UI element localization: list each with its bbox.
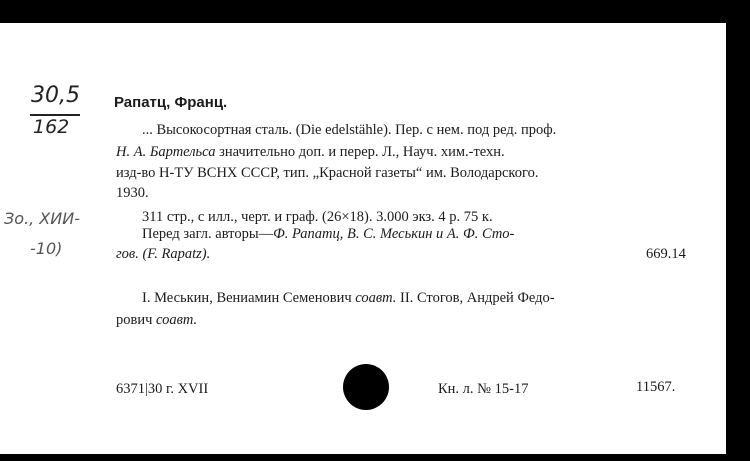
subject-line-1: [142, 289, 555, 307]
authors-names: Ф. Рапатц, В. С. Меськин и А. Ф. Сто-: [273, 226, 515, 242]
inventory-number: 6371|30 г. XVII: [116, 381, 209, 397]
title-line-2: [116, 143, 505, 161]
call-number-bottom: 162: [33, 116, 70, 138]
collation-line: 311 стр., с илл., черт. и граф. (26×18). 3.000 экз. 4 р. 75 к.: [142, 209, 493, 225]
book-chamber-number: Кн. л. № 15-17: [438, 381, 529, 397]
coauthor-2-role: соавт.: [156, 312, 198, 328]
scan-border-bottom: [0, 454, 750, 461]
card-number: 11567.: [636, 379, 676, 395]
coauthor-2: II. Стогов, Андрей Федо-: [396, 290, 555, 306]
editor-name: Н. А. Бартельса: [116, 144, 216, 160]
scan-border-right: [726, 23, 750, 461]
classification-code: 669.14: [646, 246, 686, 262]
publisher-line: изд-во Н-ТУ ВСНХ СССР, тип. „Красной газеты“ им. Володарского.: [116, 165, 539, 181]
coauthor-1-role: соавт.: [355, 290, 397, 306]
authors-note-line: [142, 225, 514, 243]
call-number-top: 30,5: [31, 83, 80, 108]
year-line: 1930.: [116, 185, 149, 201]
authors-note-prefix: Перед загл. авторы—: [142, 226, 274, 242]
author-heading: Рапатц, Франц.: [114, 94, 228, 111]
authors-names-cont: гов. (F. Rapatz).: [116, 246, 211, 262]
subject-line-2: [116, 311, 197, 329]
edition-publisher: значительно доп. и перер. Л., Науч. хим.-техн.: [215, 144, 505, 160]
authors-note-line-2: [116, 245, 210, 263]
margin-note-1: Зо., ХИИ-: [4, 209, 80, 228]
coauthor-2-cont: рович: [116, 312, 157, 328]
title-line-1: ... Высокосортная сталь. (Die edelstähle). Пер. с нем. под ред. проф.: [142, 122, 557, 138]
margin-note-2: -10): [30, 239, 63, 258]
coauthor-1: I. Меськин, Вениамин Семенович: [142, 290, 356, 306]
punch-hole: [343, 364, 389, 410]
